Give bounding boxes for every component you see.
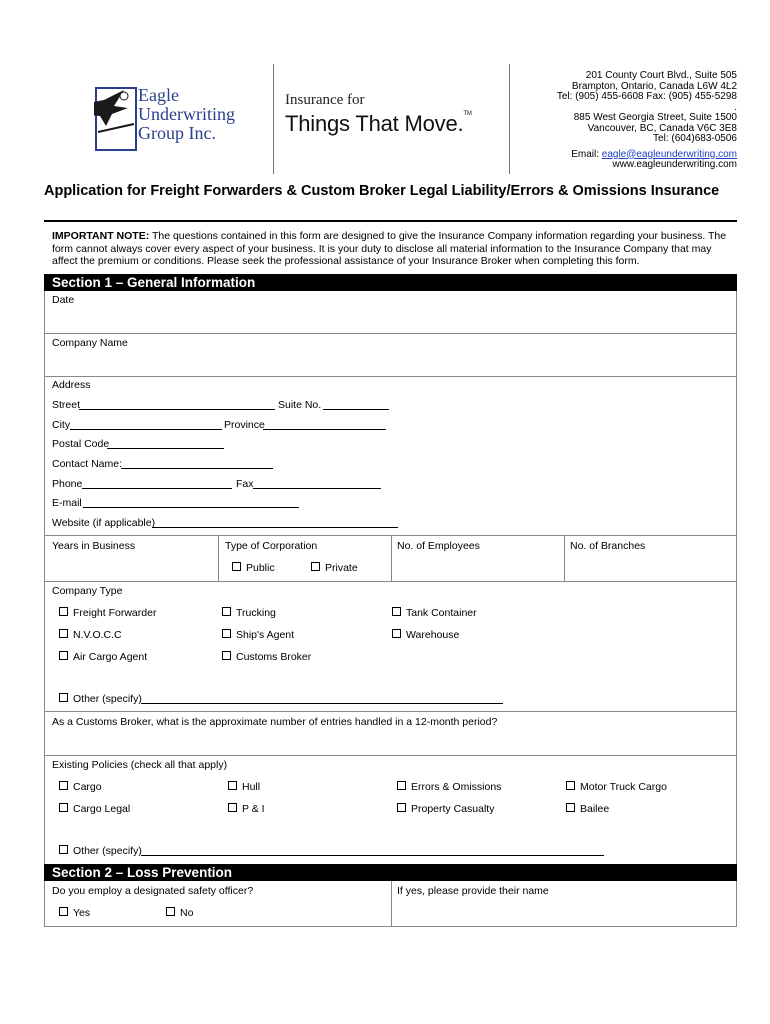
customs-broker-label: Customs Broker bbox=[236, 651, 312, 663]
motor-truck-cargo-label: Motor Truck Cargo bbox=[580, 781, 667, 793]
p-and-i-checkbox[interactable] bbox=[228, 803, 237, 812]
header-divider-right bbox=[509, 64, 510, 174]
trucking-label: Trucking bbox=[236, 607, 276, 619]
header-divider-left bbox=[273, 64, 274, 174]
cargo-legal-label: Cargo Legal bbox=[73, 803, 131, 815]
motor-truck-cargo-checkbox[interactable] bbox=[566, 781, 575, 790]
postal-label: Postal Code bbox=[52, 438, 110, 450]
corp-type-label: Type of Corporation bbox=[225, 540, 318, 552]
email-label: E-mail bbox=[52, 497, 82, 509]
date-field[interactable] bbox=[46, 306, 735, 332]
safety-yes-label: Yes bbox=[73, 907, 91, 919]
city-label: City bbox=[52, 419, 71, 431]
public-checkbox[interactable] bbox=[232, 562, 241, 571]
safety-yes-checkbox[interactable] bbox=[59, 907, 68, 916]
page-title: Application for Freight Forwarders & Custom Broker Legal Liability/Errors & Omissions Insurance bbox=[44, 183, 720, 199]
province-label: Province bbox=[224, 419, 265, 431]
freight-forwarder-checkbox[interactable] bbox=[59, 607, 68, 616]
public-label: Public bbox=[246, 562, 275, 574]
street-label: Street bbox=[52, 399, 81, 411]
branches-label: No. of Branches bbox=[570, 540, 646, 552]
company-name-field[interactable] bbox=[46, 349, 735, 375]
tagline-main: Things That Move.™ bbox=[285, 111, 472, 136]
air-cargo-agent-label: Air Cargo Agent bbox=[73, 651, 148, 663]
trucking-checkbox[interactable] bbox=[222, 607, 231, 616]
bailee-label: Bailee bbox=[580, 803, 610, 815]
contact-field[interactable] bbox=[121, 458, 273, 469]
fax-label: Fax bbox=[236, 478, 254, 490]
customs-broker-checkbox[interactable] bbox=[222, 651, 231, 660]
tagline-top: Insurance for bbox=[285, 92, 365, 108]
other-policy-label: Other (specify) bbox=[73, 845, 142, 857]
nvocc-label: N.V.O.C.C bbox=[73, 629, 122, 641]
title-rule bbox=[44, 220, 737, 222]
suite-label: Suite No. bbox=[278, 399, 322, 411]
company-type-label: Company Type bbox=[52, 585, 123, 597]
other-type-label: Other (specify) bbox=[73, 693, 142, 705]
email-field[interactable] bbox=[83, 497, 299, 508]
p-and-i-label: P & I bbox=[242, 803, 265, 815]
other-policy-field[interactable] bbox=[141, 845, 604, 856]
important-note: IMPORTANT NOTE: The questions contained in this form are designed to give the Insurance Company information regarding your business. The form cannot always cover every aspect of your business. It is your duty to disclose all material information to the Insurance Company that may affect the premium or conditions. Please seek the professional assistance of your Insurance Broker when completing this form. bbox=[52, 230, 727, 267]
ships-agent-label: Ship's Agent bbox=[236, 629, 295, 641]
tank-container-label: Tank Container bbox=[406, 607, 477, 619]
website-field[interactable] bbox=[152, 517, 398, 528]
section-1-heading: Section 1 – General Information bbox=[44, 274, 737, 291]
fax-field[interactable] bbox=[253, 478, 381, 489]
website-label: Website (if applicable) bbox=[52, 517, 156, 529]
company-address: 201 County Court Blvd., Suite 505 Brampton, Ontario, Canada L6W 4L2 Tel: (905) 455-6608 Fax: (905) 455-5298 . 885 West Georgia Street, Suite 1500 Vancouver, BC, Canada V6C 3E8 Tel: (604)683-0506 Email: eagle@eagleunderwriting.com www.eagleunderwriting.com bbox=[556, 70, 737, 170]
section-2-heading: Section 2 – Loss Prevention bbox=[44, 864, 737, 881]
suite-field[interactable] bbox=[323, 399, 389, 410]
contact-label: Contact Name: bbox=[52, 458, 123, 470]
freight-forwarder-label: Freight Forwarder bbox=[73, 607, 157, 619]
other-type-field[interactable] bbox=[141, 693, 503, 704]
air-cargo-agent-checkbox[interactable] bbox=[59, 651, 68, 660]
entries-field[interactable] bbox=[46, 730, 735, 754]
warehouse-label: Warehouse bbox=[406, 629, 460, 641]
address-label: Address bbox=[52, 379, 91, 391]
ships-agent-checkbox[interactable] bbox=[222, 629, 231, 638]
province-field[interactable] bbox=[263, 419, 386, 430]
company-logo-text: Eagle Underwriting Group Inc. bbox=[138, 85, 235, 143]
company-name-label: Company Name bbox=[52, 337, 128, 349]
property-casualty-checkbox[interactable] bbox=[397, 803, 406, 812]
cargo-checkbox[interactable] bbox=[59, 781, 68, 790]
warehouse-checkbox[interactable] bbox=[392, 629, 401, 638]
tank-container-checkbox[interactable] bbox=[392, 607, 401, 616]
safety-no-label: No bbox=[180, 907, 194, 919]
phone-field[interactable] bbox=[82, 478, 232, 489]
years-label: Years in Business bbox=[52, 540, 136, 552]
cargo-legal-checkbox[interactable] bbox=[59, 803, 68, 812]
other-policy-checkbox[interactable] bbox=[59, 845, 68, 854]
date-label: Date bbox=[52, 294, 75, 306]
private-checkbox[interactable] bbox=[311, 562, 320, 571]
eagle-logo-icon bbox=[94, 86, 136, 148]
safety-officer-question: Do you employ a designated safety officer? bbox=[52, 885, 254, 897]
street-field[interactable] bbox=[79, 399, 275, 410]
hull-checkbox[interactable] bbox=[228, 781, 237, 790]
email-link[interactable]: eagle@eagleunderwriting.com bbox=[601, 148, 737, 160]
errors-omissions-checkbox[interactable] bbox=[397, 781, 406, 790]
property-casualty-label: Property Casualty bbox=[411, 803, 495, 815]
nvocc-checkbox[interactable] bbox=[59, 629, 68, 638]
officer-name-field[interactable] bbox=[393, 898, 735, 924]
hull-label: Hull bbox=[242, 781, 261, 793]
cargo-label: Cargo bbox=[73, 781, 102, 793]
entries-question: As a Customs Broker, what is the approximate number of entries handled in a 12-month period? bbox=[52, 716, 498, 728]
bailee-checkbox[interactable] bbox=[566, 803, 575, 812]
employees-label: No. of Employees bbox=[397, 540, 480, 552]
errors-omissions-label: Errors & Omissions bbox=[411, 781, 502, 793]
website-text: www.eagleunderwriting.com bbox=[612, 159, 737, 170]
city-field[interactable] bbox=[70, 419, 222, 430]
safety-no-checkbox[interactable] bbox=[166, 907, 175, 916]
phone-label: Phone bbox=[52, 478, 83, 490]
private-label: Private bbox=[325, 562, 358, 574]
postal-field[interactable] bbox=[107, 438, 224, 449]
policies-label: Existing Policies (check all that apply) bbox=[52, 759, 228, 771]
officer-name-label: If yes, please provide their name bbox=[397, 885, 549, 897]
other-type-checkbox[interactable] bbox=[59, 693, 68, 702]
